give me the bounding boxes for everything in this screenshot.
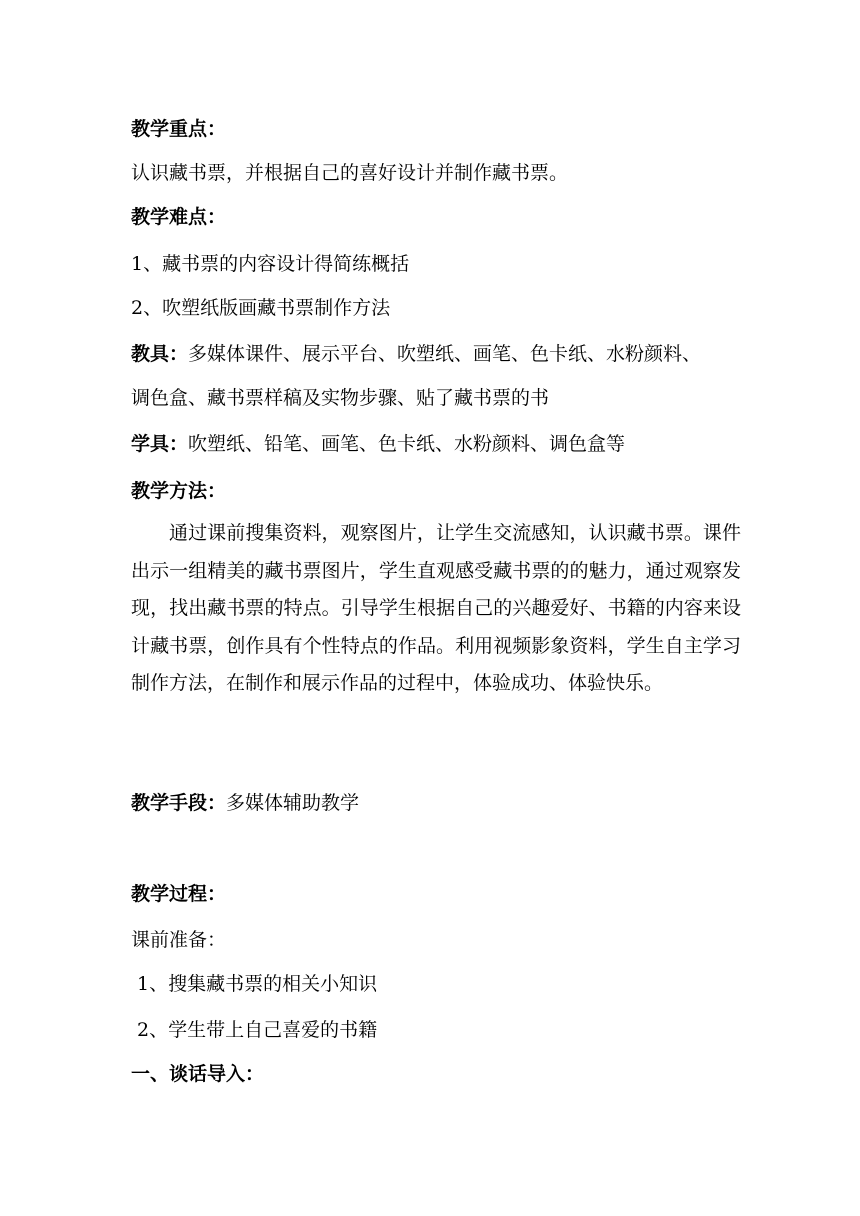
prep-item: 2、学生带上自己喜爱的书籍 [131,1019,378,1041]
section-heading: 一、谈话导入： [131,1063,265,1085]
teaching-means [131,792,741,814]
teaching-aids-text: 多媒体课件、展示平台、吹塑纸、画笔、色卡纸、水粉颜料、 [188,343,702,365]
method-heading: 教学方法： [131,480,227,502]
teaching-aids-label: 教具： [131,343,189,365]
focus-text: 认识藏书票，并根据自己的喜好设计并制作藏书票。 [131,162,569,184]
difficulty-item: 2、吹塑纸版画藏书票制作方法 [131,297,391,319]
difficulty-item: 1、藏书票的内容设计得简练概括 [131,253,410,275]
teaching-aids [131,343,741,365]
difficulty-heading: 教学难点： [131,206,227,228]
teaching-aids-continued: 调色盒、藏书票样稿及实物步骤、贴了藏书票的书 [131,387,550,409]
process-heading: 教学过程： [131,883,227,905]
student-tools-label: 学具： [131,433,189,455]
student-tools [131,433,741,455]
student-tools-text: 吹塑纸、铅笔、画笔、色卡纸、水粉颜料、调色盒等 [188,433,626,455]
teaching-means-text: 多媒体辅助教学 [226,792,360,814]
prep-item: 1、搜集藏书票的相关小知识 [131,973,378,995]
teaching-means-label: 教学手段： [131,792,227,814]
method-paragraph: 通过课前搜集资料，观察图片，让学生交流感知，认识藏书票。课件出示一组精美的藏书票图片，学生直观感受藏书票的的魅力，通过观察发现，找出藏书票的特点。引导学生根据自己的兴趣爱好、书籍的内容来设计藏书票，创作具有个性特点的作品。利用视频影象资料，学生自主学习制作方法，在制作和展示作品的过程中，体验成功、体验快乐。 [131,522,741,695]
prep-heading: 课前准备： [131,929,227,951]
focus-heading: 教学重点： [131,118,227,140]
